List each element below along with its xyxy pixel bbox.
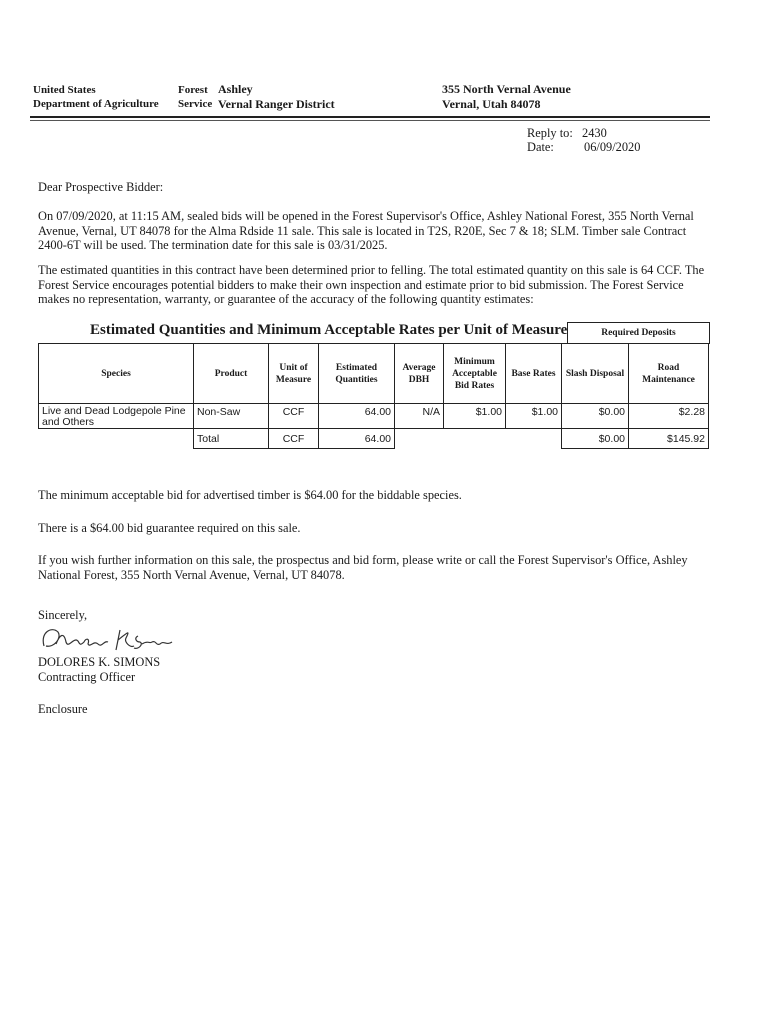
office-name: Ashley Vernal Ranger District xyxy=(218,82,335,111)
paragraph-contact: If you wish further information on this sale, the prospectus and bid form, please write or call the Forest Supervisor's Office, Ashley National Forest, 355 North Vernal Avenue, Vernal, UT 84078. xyxy=(38,553,688,582)
paragraph-quantities: The estimated quantities in this contract have been determined prior to felling. The total estimated quantity on this sale is 64 CCF. The Forest Service encourages potential bidders to make their own inspection and estimate prior to bid submission. The Forest Service makes no representation, warranty, or guarantee of the accuracy of the following quantity estimates: xyxy=(38,263,705,306)
reply-block xyxy=(527,126,640,154)
cell-unit: CCF xyxy=(269,404,319,429)
date-label: Date: xyxy=(527,140,554,154)
total-quantity: 64.00 xyxy=(319,429,395,449)
cell-slash: $0.00 xyxy=(562,404,629,429)
col-dbh: Average DBH xyxy=(395,344,444,404)
total-slash: $0.00 xyxy=(562,429,629,449)
cell-base-rate: $1.00 xyxy=(506,404,562,429)
date-value: 06/09/2020 xyxy=(584,140,641,154)
table-header-row xyxy=(39,344,709,404)
col-product: Product xyxy=(194,344,269,404)
cell-min-rate: $1.00 xyxy=(444,404,506,429)
total-road: $145.92 xyxy=(629,429,709,449)
total-gap xyxy=(444,429,506,449)
table-title: Estimated Quantities and Minimum Acceptable Rates per Unit of Measure xyxy=(90,322,568,338)
closing: Sincerely, xyxy=(38,608,88,622)
col-species: Species xyxy=(39,344,194,404)
cell-road: $2.28 xyxy=(629,404,709,429)
total-unit: CCF xyxy=(269,429,319,449)
total-row xyxy=(39,429,709,449)
col-unit: Unit of Measure xyxy=(269,344,319,404)
signer-title: Contracting Officer xyxy=(38,670,136,684)
reply-value: 2430 xyxy=(582,126,607,140)
total-label: Total xyxy=(194,429,269,449)
cell-quantity: 64.00 xyxy=(319,404,395,429)
agency-name: United States Department of Agriculture xyxy=(33,84,159,110)
enclosure-note: Enclosure xyxy=(38,702,88,716)
reply-label: Reply to: xyxy=(527,126,573,140)
paragraph-bid-opening: On 07/09/2020, at 11:15 AM, sealed bids will be opened in the Forest Supervisor's Office, Ashley National Forest, 355 North Vernal Avenue, Vernal, UT 84078 for the Alma Rdside 11 sale. This sale is located in T2S, R20E, Sec 7 & 18; SLM. Timber sale Contract 2400-6T will be used. The termination date for this sale is 03/31/2025. xyxy=(38,209,694,252)
table-row xyxy=(39,404,709,429)
signer-block xyxy=(38,655,710,685)
letterhead-rule-thin xyxy=(30,120,710,121)
service-name: Forest Service xyxy=(178,84,213,110)
total-gap xyxy=(506,429,562,449)
paragraph-guarantee: There is a $64.00 bid guarantee required on this sale. xyxy=(38,521,301,535)
total-gap xyxy=(395,429,444,449)
signer-name: DOLORES K. SIMONS xyxy=(38,655,161,669)
salutation: Dear Prospective Bidder: xyxy=(38,180,164,194)
required-deposits-header: Required Deposits xyxy=(567,322,710,344)
total-blank xyxy=(39,429,194,449)
signature-image xyxy=(38,622,188,656)
col-road: Road Maintenance xyxy=(629,344,709,404)
col-slash: Slash Disposal xyxy=(562,344,629,404)
bid-table xyxy=(38,343,709,449)
office-address: 355 North Vernal Avenue Vernal, Utah 84078 xyxy=(442,82,571,111)
letterhead-rule xyxy=(30,116,710,118)
paragraph-min-bid: The minimum acceptable bid for advertised timber is $64.00 for the biddable species. xyxy=(38,488,462,502)
col-quantities: Estimated Quantities xyxy=(319,344,395,404)
col-base-rates: Base Rates xyxy=(506,344,562,404)
col-min-rates: Minimum Acceptable Bid Rates xyxy=(444,344,506,404)
cell-dbh: N/A xyxy=(395,404,444,429)
cell-product: Non-Saw xyxy=(194,404,269,429)
cell-species: Live and Dead Lodgepole Pine and Others xyxy=(39,404,194,429)
